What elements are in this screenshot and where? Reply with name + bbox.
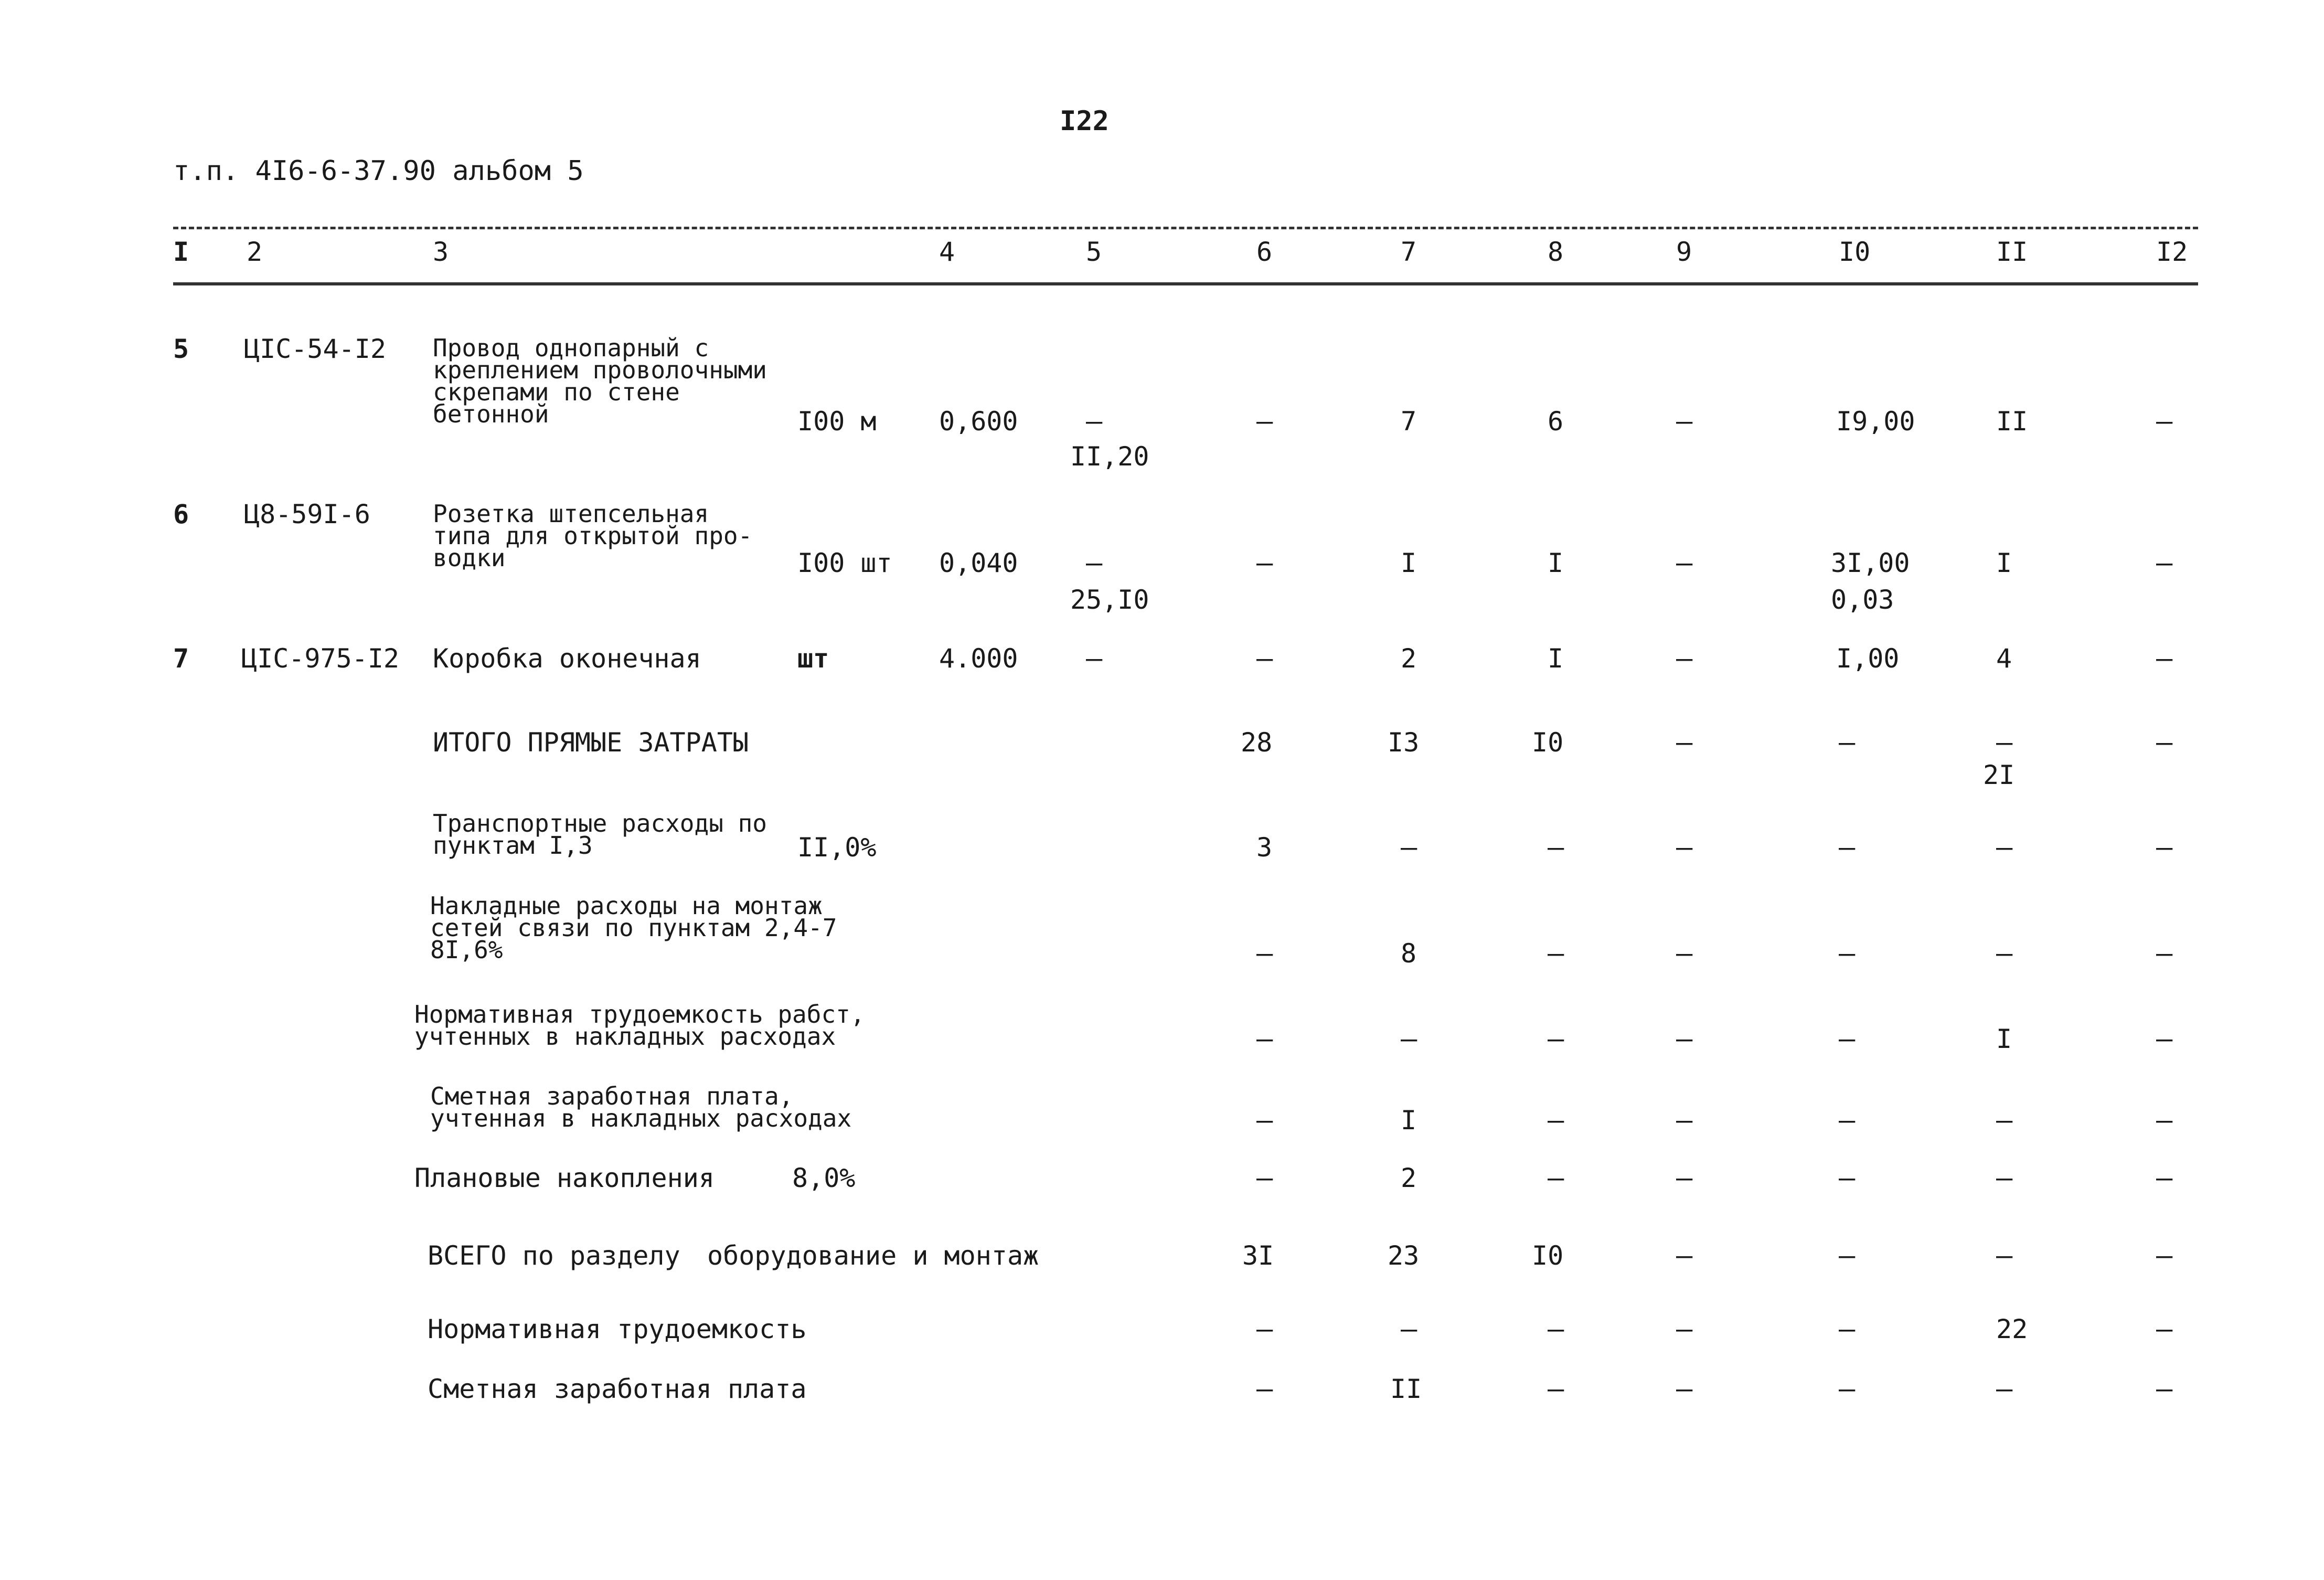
page-number: I22 [1060, 105, 1109, 137]
cell-c7: I [1401, 1105, 1417, 1136]
col-header-7: 7 [1401, 237, 1417, 267]
cell-c10: – [1839, 1162, 1856, 1194]
cell-c9: – [1676, 1162, 1693, 1194]
cell-c8: I0 [1532, 727, 1564, 758]
cell-c8: – [1548, 1373, 1564, 1405]
col-header-4: 4 [939, 237, 955, 267]
cell-c12: – [2156, 643, 2173, 674]
cell-c6: 28 [1241, 727, 1273, 758]
summary-label: Плановые накопления [414, 1163, 715, 1193]
summary-label-section: оборудование и монтаж [707, 1240, 1039, 1271]
cell-c12: – [2156, 1240, 2173, 1271]
cell-c9: – [1676, 938, 1693, 969]
cell-c7: – [1401, 1023, 1417, 1055]
cell-c8: I [1548, 643, 1564, 674]
cell-c12: – [2156, 938, 2173, 969]
cell-c11: I [1996, 548, 2012, 578]
cell-c8: – [1548, 1313, 1564, 1345]
cell-c6: – [1256, 547, 1273, 579]
cell-c12: – [2156, 1105, 2173, 1136]
cell-c11: II [1996, 406, 2028, 437]
cell-c11: – [1996, 727, 2013, 758]
cell-c7: – [1401, 832, 1417, 863]
row-unit: шт [797, 643, 829, 674]
row-code: ЦIС-975-I2 [241, 643, 400, 674]
cell-c8: 6 [1548, 406, 1564, 437]
cell-c10: – [1839, 938, 1856, 969]
row-unit: I00 м [797, 406, 877, 437]
cell-c8: I0 [1532, 1240, 1564, 1271]
cell-c12: – [2156, 1313, 2173, 1345]
col-header-12: I2 [2156, 237, 2188, 267]
col-header-10: I0 [1839, 237, 1871, 267]
cell-c10: 3I,00 [1831, 548, 1910, 578]
row-description: Провод однопарный с креплением проволочными скрепами по стене бетонной [433, 334, 767, 428]
cell-c11: 22 [1996, 1314, 2028, 1344]
cell-c10-secondary: 0,03 [1831, 585, 1894, 615]
row-code: ЦIС-54-I2 [244, 334, 386, 364]
cell-c10: – [1839, 1023, 1856, 1055]
cell-c9: – [1676, 1240, 1693, 1271]
cell-c11: – [1996, 1373, 2013, 1405]
cell-c10: – [1839, 727, 1856, 758]
cell-c9: – [1676, 832, 1693, 863]
cell-c11: – [1996, 832, 2013, 863]
summary-label: Сметная заработная плата, учтенная в накладных расходах [430, 1082, 852, 1132]
cell-c5-secondary: 25,I0 [1070, 585, 1149, 615]
cell-c8: – [1548, 1105, 1564, 1136]
cell-c5: – [1086, 406, 1103, 437]
summary-label: Сметная заработная плата [428, 1374, 807, 1404]
cell-c12: – [2156, 1162, 2173, 1194]
cell-c10: – [1839, 1313, 1856, 1345]
cell-c5: – [1086, 547, 1103, 579]
cell-c11: 4 [1996, 643, 2012, 674]
cell-c11: – [1996, 938, 2013, 969]
cell-c9: – [1676, 643, 1693, 674]
cell-c10: – [1839, 1373, 1856, 1405]
cell-c12: – [2156, 406, 2173, 437]
cell-c7: 2 [1401, 643, 1417, 674]
cell-c11: I [1996, 1024, 2012, 1054]
cell-c9: – [1676, 727, 1693, 758]
cell-c6: – [1256, 643, 1273, 674]
summary-label: ИТОГО ПРЯМЫЕ ЗАТРАТЫ [433, 727, 749, 758]
cell-c6: – [1256, 938, 1273, 969]
cell-c6: – [1256, 1105, 1273, 1136]
cell-c9: – [1676, 406, 1693, 437]
col-header-9: 9 [1676, 237, 1692, 267]
cell-c7: II [1390, 1374, 1422, 1404]
summary-label: Нормативная трудоемкость рабст, учтенных в накладных расходах [414, 1000, 865, 1051]
cell-c11: – [1996, 1162, 2013, 1194]
summary-label: Нормативная трудоемкость [428, 1314, 807, 1344]
cell-c6: 3I [1242, 1240, 1274, 1271]
cell-c5: – [1086, 643, 1103, 674]
row-description: Розетка штепсельная типа для открытой про- водки [433, 500, 753, 572]
summary-label: Накладные расходы на монтаж сетей связи по пунктам 2,4-7 8I,6% [430, 892, 837, 964]
cell-c6: – [1256, 1373, 1273, 1405]
cell-c7: – [1401, 1313, 1417, 1345]
cell-c7: 8 [1401, 938, 1417, 969]
row-number: 5 [173, 334, 189, 364]
cell-c9: – [1676, 1105, 1693, 1136]
cell-c8: – [1548, 1162, 1564, 1194]
summary-rate: II,0% [797, 832, 877, 863]
cell-c6: – [1256, 1313, 1273, 1345]
row-unit: I00 шт [797, 548, 892, 578]
cell-c6: 3 [1256, 832, 1273, 863]
cell-c10: – [1839, 1240, 1856, 1271]
cell-c9: – [1676, 1313, 1693, 1345]
cell-c12: – [2156, 547, 2173, 579]
cell-c7: 7 [1401, 406, 1417, 437]
cell-c9: – [1676, 547, 1693, 579]
cell-c10: – [1839, 832, 1856, 863]
row-number: 7 [173, 643, 189, 674]
cell-c8: – [1548, 938, 1564, 969]
cell-c11-secondary: 2I [1983, 760, 2015, 790]
header-bottom-rule [173, 282, 2198, 285]
row-code: Ц8-59I-6 [244, 499, 370, 529]
col-header-6: 6 [1256, 237, 1273, 267]
cell-c9: – [1676, 1023, 1693, 1055]
row-number: 6 [173, 499, 189, 529]
header-top-rule [173, 227, 2198, 229]
cell-c10: I9,00 [1836, 406, 1915, 437]
col-header-1: I [173, 237, 189, 267]
cell-c8: I [1548, 548, 1564, 578]
cell-c10: I,00 [1836, 643, 1900, 674]
row-quantity: 0,600 [939, 406, 1018, 437]
cell-c10: – [1839, 1105, 1856, 1136]
row-description: Коробка оконечная [433, 643, 701, 674]
cell-c12: – [2156, 727, 2173, 758]
col-header-11: II [1996, 237, 2028, 267]
cell-c6: – [1256, 406, 1273, 437]
document-reference: т.п. 4I6-6-37.90 альбом 5 [173, 155, 584, 187]
cell-c11: – [1996, 1105, 2013, 1136]
cell-c11: – [1996, 1240, 2013, 1271]
cell-c6: – [1256, 1023, 1273, 1055]
cell-c8: – [1548, 1023, 1564, 1055]
summary-label: ВСЕГО по разделу [428, 1240, 680, 1271]
cell-c8: – [1548, 832, 1564, 863]
col-header-2: 2 [247, 237, 263, 267]
col-header-3: 3 [433, 237, 449, 267]
cell-c7: I3 [1388, 727, 1420, 758]
cell-c6: – [1256, 1162, 1273, 1194]
col-header-8: 8 [1548, 237, 1564, 267]
cell-c12: – [2156, 1023, 2173, 1055]
cell-c9: – [1676, 1373, 1693, 1405]
cell-c12: – [2156, 832, 2173, 863]
row-quantity: 0,040 [939, 548, 1018, 578]
col-header-5: 5 [1086, 237, 1102, 267]
cell-c7: 23 [1388, 1240, 1420, 1271]
cell-c5-secondary: II,20 [1070, 441, 1149, 472]
summary-rate: 8,0% [792, 1163, 856, 1193]
summary-label: Транспортные расходы по пунктам I,3 [433, 809, 767, 860]
cell-c7: 2 [1401, 1163, 1417, 1193]
row-quantity: 4.000 [939, 643, 1018, 674]
cell-c12: – [2156, 1373, 2173, 1405]
cell-c7: I [1401, 548, 1417, 578]
